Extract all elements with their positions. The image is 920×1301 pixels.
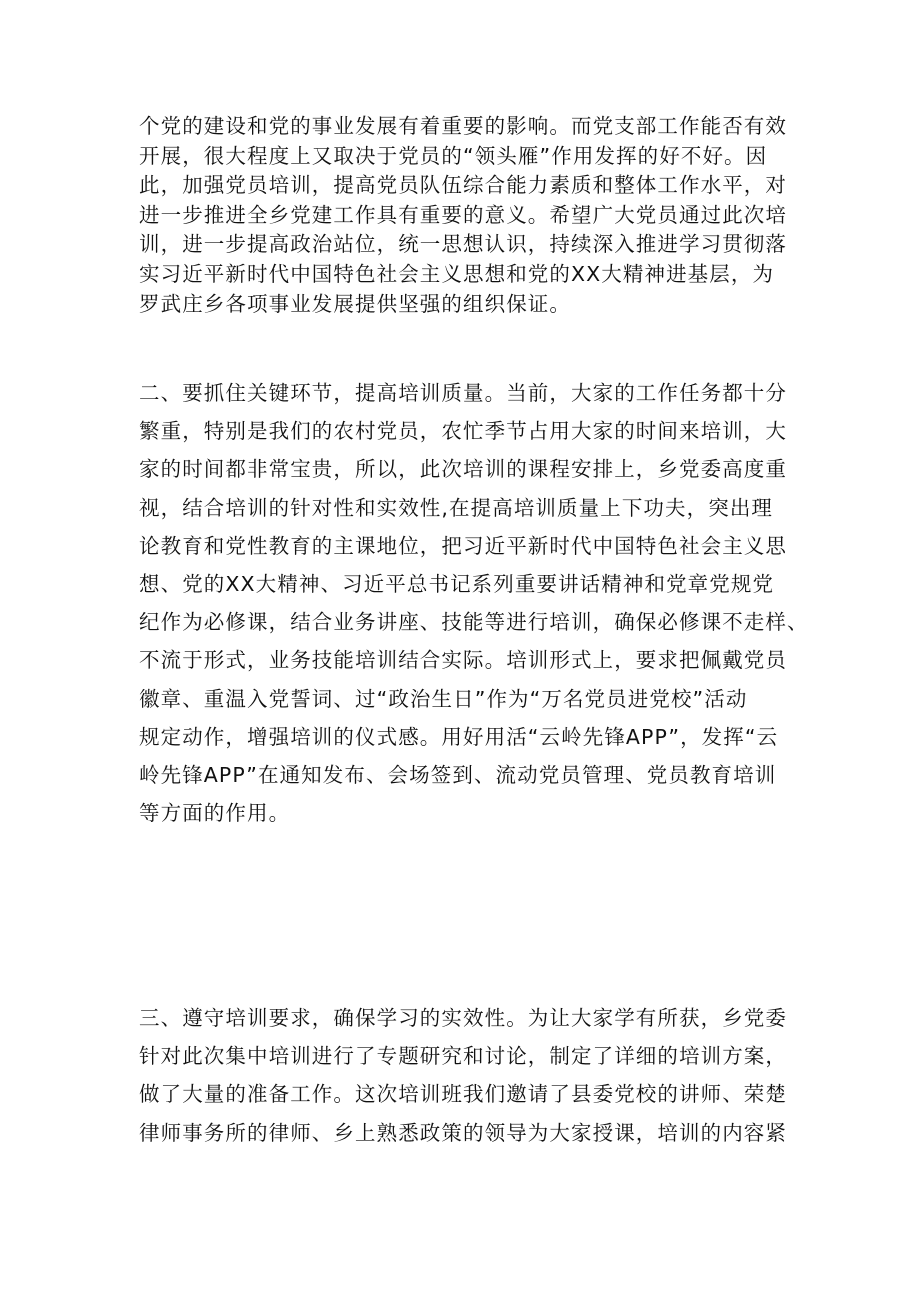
text-line: 训，进一步提高政治站位，统一思想认识，持续深入推进学习贯彻落 [139,232,787,257]
paragraph-1 [139,112,787,319]
text-line: 徽章、重温入党誓词、过“政治生日”作为“万名党员进党校”活动 [139,686,748,711]
text-line: 实习近平新时代中国特色社会主义思想和党的XX大精神进基层，为 [139,261,775,286]
text-line: 个党的建设和党的事业发展有着重要的影响。而党支部工作能否有效 [139,114,787,138]
text-line: 岭先锋APP”在通知发布、会场签到、流动党员管理、党员教育培训 [139,762,777,787]
text-line: 二、要抓住关键环节，提高培训质量。当前，大家的工作任务都十分 [139,381,787,405]
text-line: 做了大量的准备工作。这次培训班我们邀请了县委党校的讲师、荣楚 [139,1082,787,1107]
text-line: 视，结合培训的针对性和实效性,在提高培训质量上下功夫，突出理 [139,495,774,520]
text-line: 规定动作，增强培训的仪式感。用好用活“云岭先锋APP”，发挥“云 [139,724,779,749]
text-line: 针对此次集中培训进行了专题研究和讨论，制定了详细的培训方案， [139,1044,787,1069]
text-line: 家的时间都非常宝贵，所以，此次培训的课程安排上，乡党委高度重 [139,457,787,482]
text-line: 此，加强党员培训，提高党员队伍综合能力素质和整体工作水平，对 [139,173,787,198]
paragraph-2 [139,374,809,832]
text-line: 律师事务所的律师、乡上熟悉政策的领导为大家授课，培训的内容紧 [139,1120,787,1145]
text-line: 等方面的作用。 [139,801,291,826]
text-line: 不流于形式，业务技能培训结合实际。培训形式上，要求把佩戴党员 [139,648,787,673]
text-line: 想、党的XX大精神、习近平总书记系列重要讲话精神和党章党规党 [139,571,775,596]
text-line: 进一步推进全乡党建工作具有重要的意义。希望广大党员通过此次培 [139,202,787,227]
text-line: 罗武庄乡各项事业发展提供坚强的组织保证。 [139,291,571,316]
text-line: 论教育和党性教育的主课地位，把习近平新时代中国特色社会主义思 [139,533,787,558]
text-line: 繁重，特别是我们的农村党员，农忙季节占用大家的时间来培训，大 [139,419,787,444]
paragraph-3 [139,999,787,1152]
text-line: 纪作为必修课，结合业务讲座、技能等进行培训，确保必修课不走样、 [139,610,809,635]
text-line: 开展，很大程度上又取决于党员的“领头雁”作用发挥的好不好。因 [139,143,768,168]
text-line: 三、遵守培训要求，确保学习的实效性。为让大家学有所获，乡党委 [139,1006,787,1030]
